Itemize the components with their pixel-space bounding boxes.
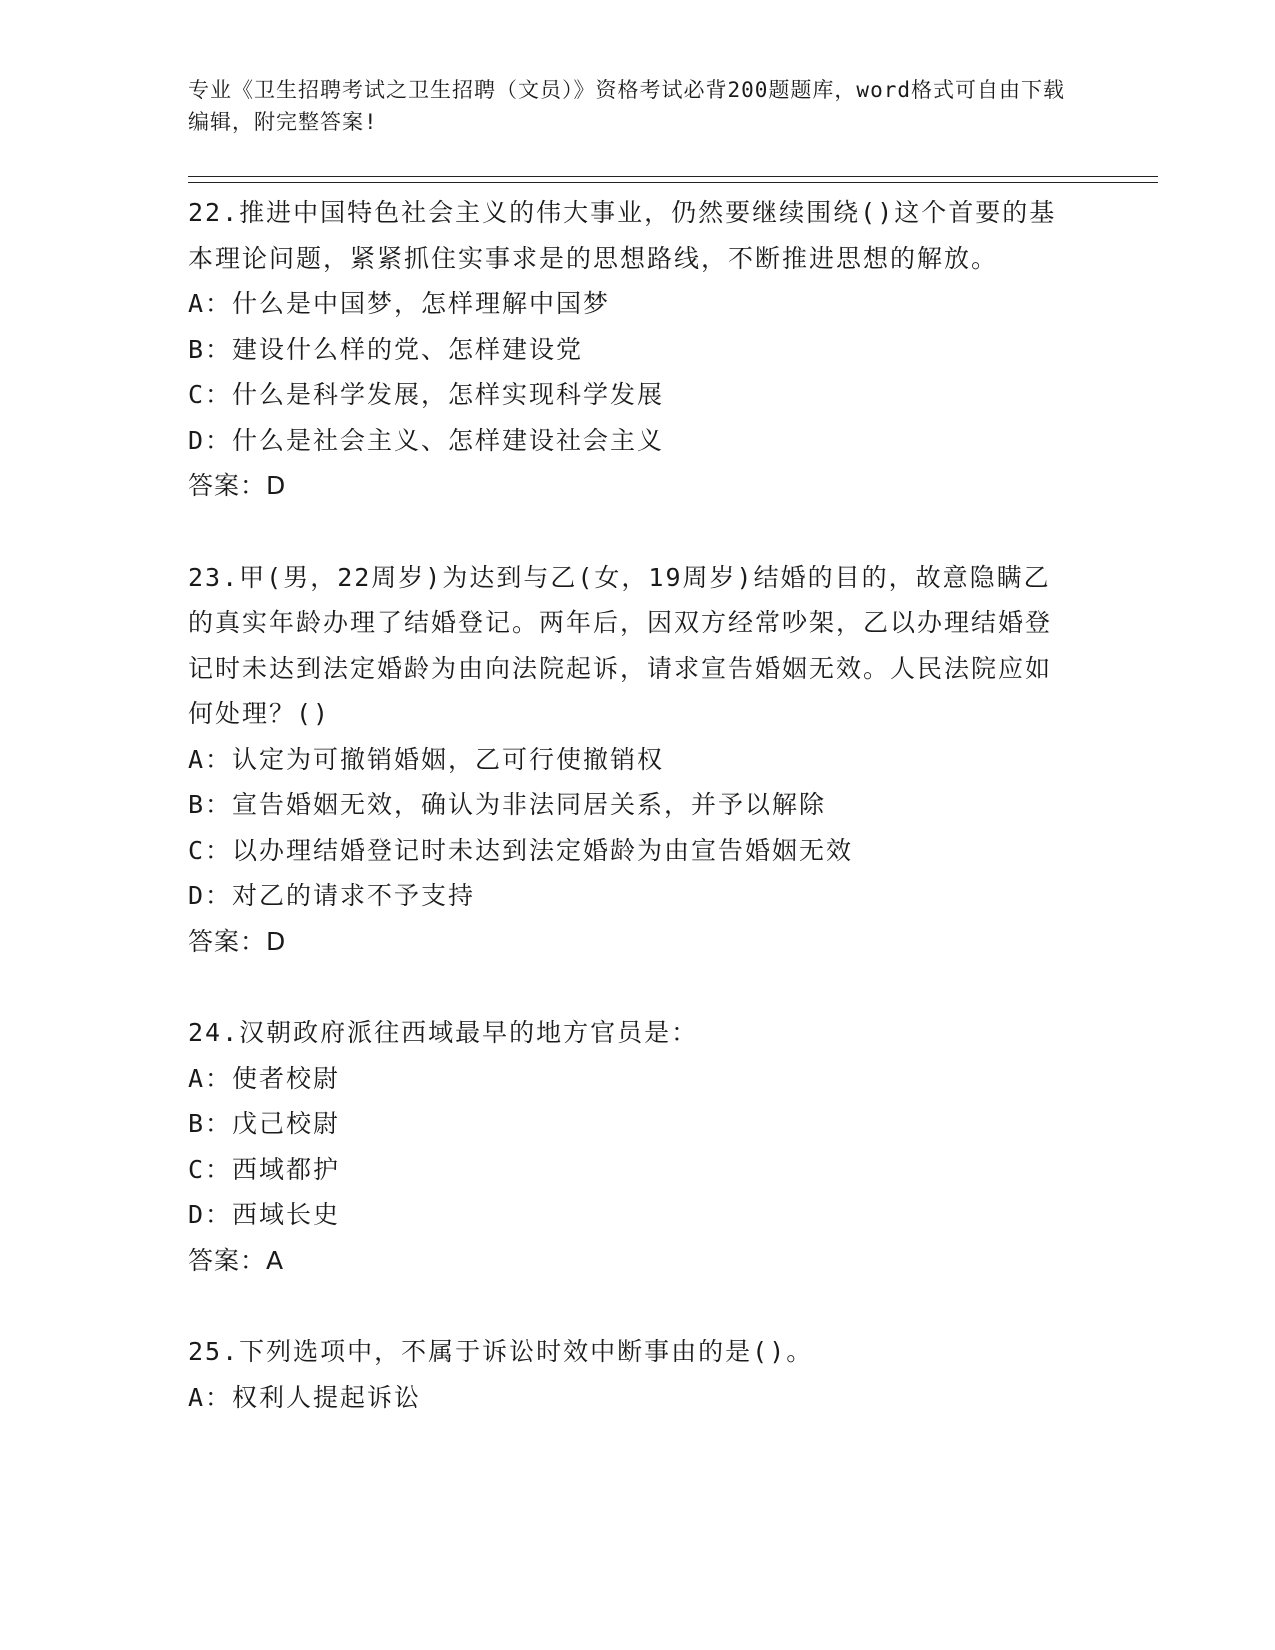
question-23: [188, 555, 1068, 965]
option-a: A：使者校尉: [188, 1063, 341, 1093]
question-25: [188, 1329, 1068, 1420]
question-list: [188, 190, 1068, 1420]
question-stem: 25.下列选项中，不属于诉讼时效中断事由的是()。: [188, 1337, 814, 1366]
option-c: C：西域都护: [188, 1154, 341, 1184]
option-b: B：戊己校尉: [188, 1109, 341, 1138]
document-header: 专业《卫生招聘考试之卫生招聘（文员）》资格考试必背200题题库，word格式可自由下载编辑，附完整答案!: [188, 78, 1065, 134]
option-c: C：以办理结婚登记时未达到法定婚龄为由宣告婚姻无效: [188, 835, 854, 865]
question-24: [188, 1010, 1068, 1283]
option-b: B：建设什么样的党、怎样建设党: [188, 334, 584, 364]
option-d: D：对乙的请求不予支持: [188, 881, 476, 910]
question-stem: 22.推进中国特色社会主义的伟大事业，仍然要继续围绕()这个首要的基本理论问题，紧紧抓住实事求是的思想路线，不断推进思想的解放。: [188, 198, 1057, 273]
option-b: B：宣告婚姻无效，确认为非法同居关系，并予以解除: [188, 790, 827, 819]
question-stem: 24.汉朝政府派往西域最早的地方官员是：: [188, 1018, 699, 1047]
answer-line: 答案：A: [188, 1245, 285, 1275]
header-divider-top: [188, 176, 1158, 177]
question-stem: 23.甲(男，22周岁)为达到与乙(女，19周岁)结婚的目的，故意隐瞒乙的真实年龄办理了结婚登记。两年后，因双方经常吵架，乙以办理结婚登记时未达到法定婚龄为由向法院起诉，请求宣告婚姻无效。人民法院应如何处理？(): [188, 562, 1053, 728]
option-a: A：什么是中国梦，怎样理解中国梦: [188, 289, 611, 318]
option-d: D：什么是社会主义、怎样建设社会主义: [188, 425, 665, 455]
answer-line: 答案：D: [188, 926, 287, 956]
option-c: C：什么是科学发展，怎样实现科学发展: [188, 380, 665, 409]
option-a: A：认定为可撤销婚姻，乙可行使撤销权: [188, 744, 665, 774]
header-divider-bottom: [188, 182, 1158, 183]
option-a: A：权利人提起诉讼: [188, 1382, 422, 1412]
answer-line: 答案：D: [188, 471, 287, 500]
option-d: D：西域长史: [188, 1200, 341, 1229]
question-22: [188, 190, 1068, 509]
